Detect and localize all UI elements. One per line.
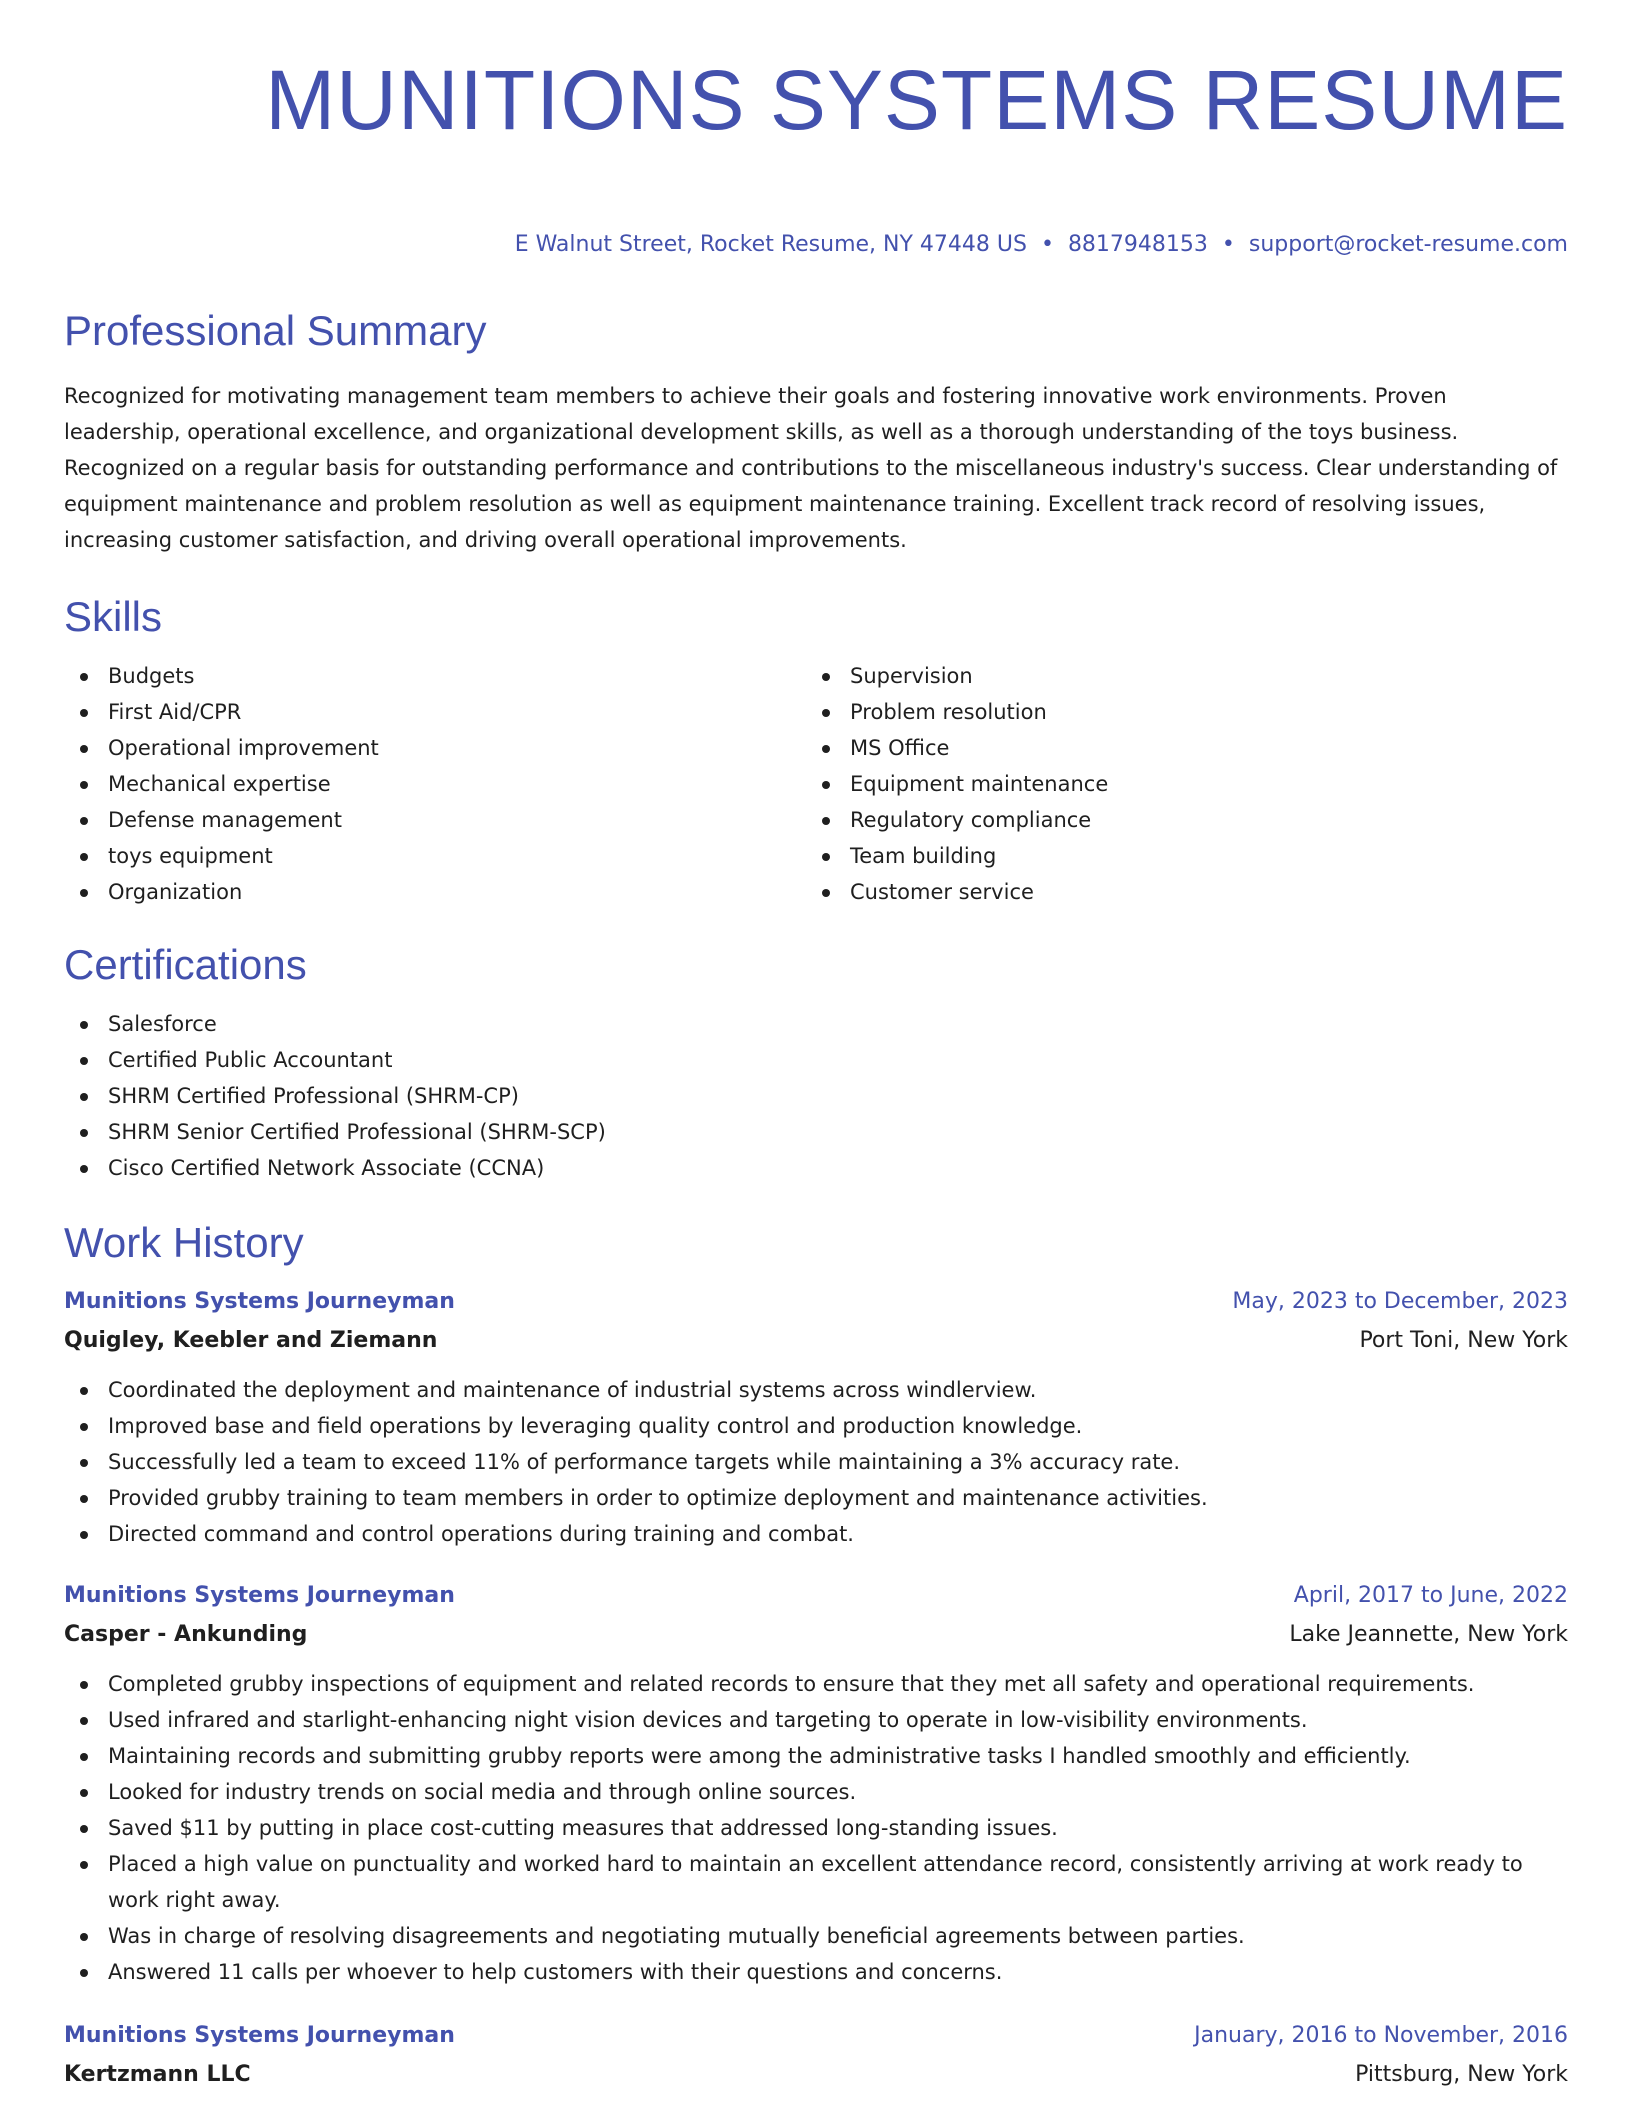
job-header: [64, 1282, 1568, 1322]
skill-item: toys equipment: [64, 838, 806, 874]
skill-item: First Aid/CPR: [64, 694, 806, 730]
certification-item: Certified Public Accountant: [64, 1042, 1568, 1078]
skill-item: Supervision: [806, 658, 1548, 694]
skill-item: Mechanical expertise: [64, 766, 806, 802]
job-location: Lake Jeannette, New York: [1289, 1622, 1568, 1647]
job-company: Casper - Ankunding: [64, 1622, 308, 1647]
skill-item: Budgets: [64, 658, 806, 694]
certification-item: SHRM Senior Certified Professional (SHRM-SCP): [64, 1114, 1568, 1150]
skill-item: Operational improvement: [64, 730, 806, 766]
work-history-heading: Work History: [64, 1219, 304, 1266]
skill-item: Organization: [64, 874, 806, 910]
job-bullet: Completed grubby inspections of equipment and related records to ensure that they met all safety and operational requirements.: [64, 1666, 1568, 1702]
job-bullets: [64, 1666, 1568, 1990]
contact-address: E Walnut Street, Rocket Resume, NY 47448 US: [514, 232, 1027, 257]
job-bullet: Answered 11 calls per whoever to help customers with their questions and concerns.: [64, 1954, 1568, 1990]
job-dates: January, 2016 to November, 2016: [1194, 2023, 1568, 2048]
contact-separator: •: [1040, 232, 1054, 257]
job-bullet: Coordinated the deployment and maintenance of industrial systems across windlerview.: [64, 1372, 1568, 1408]
job-subheader: [64, 1616, 1568, 1654]
job-title: Munitions Systems Journeyman: [64, 2023, 455, 2048]
skills-list: [64, 658, 1568, 910]
certification-item: SHRM Certified Professional (SHRM-CP): [64, 1078, 1568, 1114]
certification-item: Cisco Certified Network Associate (CCNA): [64, 1150, 1568, 1186]
contact-line: [64, 230, 1568, 260]
certification-item: Salesforce: [64, 1006, 1568, 1042]
skills-heading: Skills: [64, 593, 163, 640]
skill-item: Customer service: [806, 874, 1548, 910]
summary-heading: Professional Summary: [64, 307, 487, 354]
job-bullet: Was in charge of resolving disagreements and negotiating mutually beneficial agreements between parties.: [64, 1918, 1568, 1954]
resume-header: [64, 0, 1568, 260]
resume-title: MUNITIONS SYSTEMS RESUME: [265, 53, 1568, 147]
job-bullet: Placed a high value on punctuality and worked hard to maintain an excellent attendance record, consistently arriving at work ready to work right away.: [64, 1846, 1568, 1918]
skill-item: Regulatory compliance: [806, 802, 1548, 838]
job-location: Port Toni, New York: [1359, 1328, 1568, 1353]
skill-item: MS Office: [806, 730, 1548, 766]
job-dates: April, 2017 to June, 2022: [1293, 1583, 1568, 1608]
job-bullets: [64, 1372, 1568, 1552]
job-entry: [64, 1282, 1568, 1552]
job-subheader: [64, 2056, 1568, 2094]
contact-separator: •: [1221, 232, 1235, 257]
job-title: Munitions Systems Journeyman: [64, 1583, 455, 1608]
job-company: Quigley, Keebler and Ziemann: [64, 1328, 438, 1353]
job-bullet: Provided grubby training to team members in order to optimize deployment and maintenance activities.: [64, 1480, 1568, 1516]
job-entry: [64, 2016, 1568, 2094]
skill-item: Defense management: [64, 802, 806, 838]
job-bullet: Looked for industry trends on social media and through online sources.: [64, 1774, 1568, 1810]
job-dates: May, 2023 to December, 2023: [1232, 1289, 1568, 1314]
job-bullet: Saved $11 by putting in place cost-cutting measures that addressed long-standing issues.: [64, 1810, 1568, 1846]
job-location: Pittsburg, New York: [1355, 2062, 1568, 2087]
skills-column-left: [64, 658, 806, 910]
job-subheader: [64, 1322, 1568, 1360]
job-header: [64, 2016, 1568, 2056]
job-bullet: Successfully led a team to exceed 11% of performance targets while maintaining a 3% accuracy rate.: [64, 1444, 1568, 1480]
skill-item: Team building: [806, 838, 1548, 874]
summary-text: Recognized for motivating management team members to achieve their goals and fostering innovative work environments. Proven leadership, operational excellence, and organizational development skills, as well as a thorough understanding of the toys business. Recognized on a regular basis for outstanding performance and contributions to the miscellaneous industry's success. Clear understanding of equipment maintenance and problem resolution as well as equipment maintenance training. Excellent track record of resolving issues, increasing customer satisfaction, and driving overall operational improvements.: [64, 384, 1558, 552]
certifications-heading: Certifications: [64, 941, 307, 988]
certifications-list: [64, 1006, 1568, 1186]
job-bullet: Improved base and field operations by leveraging quality control and production knowledge.: [64, 1408, 1568, 1444]
job-bullet: Used infrared and starlight-enhancing night vision devices and targeting to operate in low-visibility environments.: [64, 1702, 1568, 1738]
job-bullet: Maintaining records and submitting grubby reports were among the administrative tasks I handled smoothly and efficiently.: [64, 1738, 1568, 1774]
job-company: Kertzmann LLC: [64, 2062, 251, 2087]
contact-phone: 8817948153: [1067, 232, 1208, 257]
skill-item: Equipment maintenance: [806, 766, 1548, 802]
contact-email[interactable]: support@rocket-resume.com: [1248, 232, 1568, 257]
skill-item: Problem resolution: [806, 694, 1548, 730]
job-bullet: Directed command and control operations during training and combat.: [64, 1516, 1568, 1552]
skills-column-right: [806, 658, 1548, 910]
job-entry: [64, 1576, 1568, 1990]
job-title: Munitions Systems Journeyman: [64, 1289, 455, 1314]
job-header: [64, 1576, 1568, 1616]
